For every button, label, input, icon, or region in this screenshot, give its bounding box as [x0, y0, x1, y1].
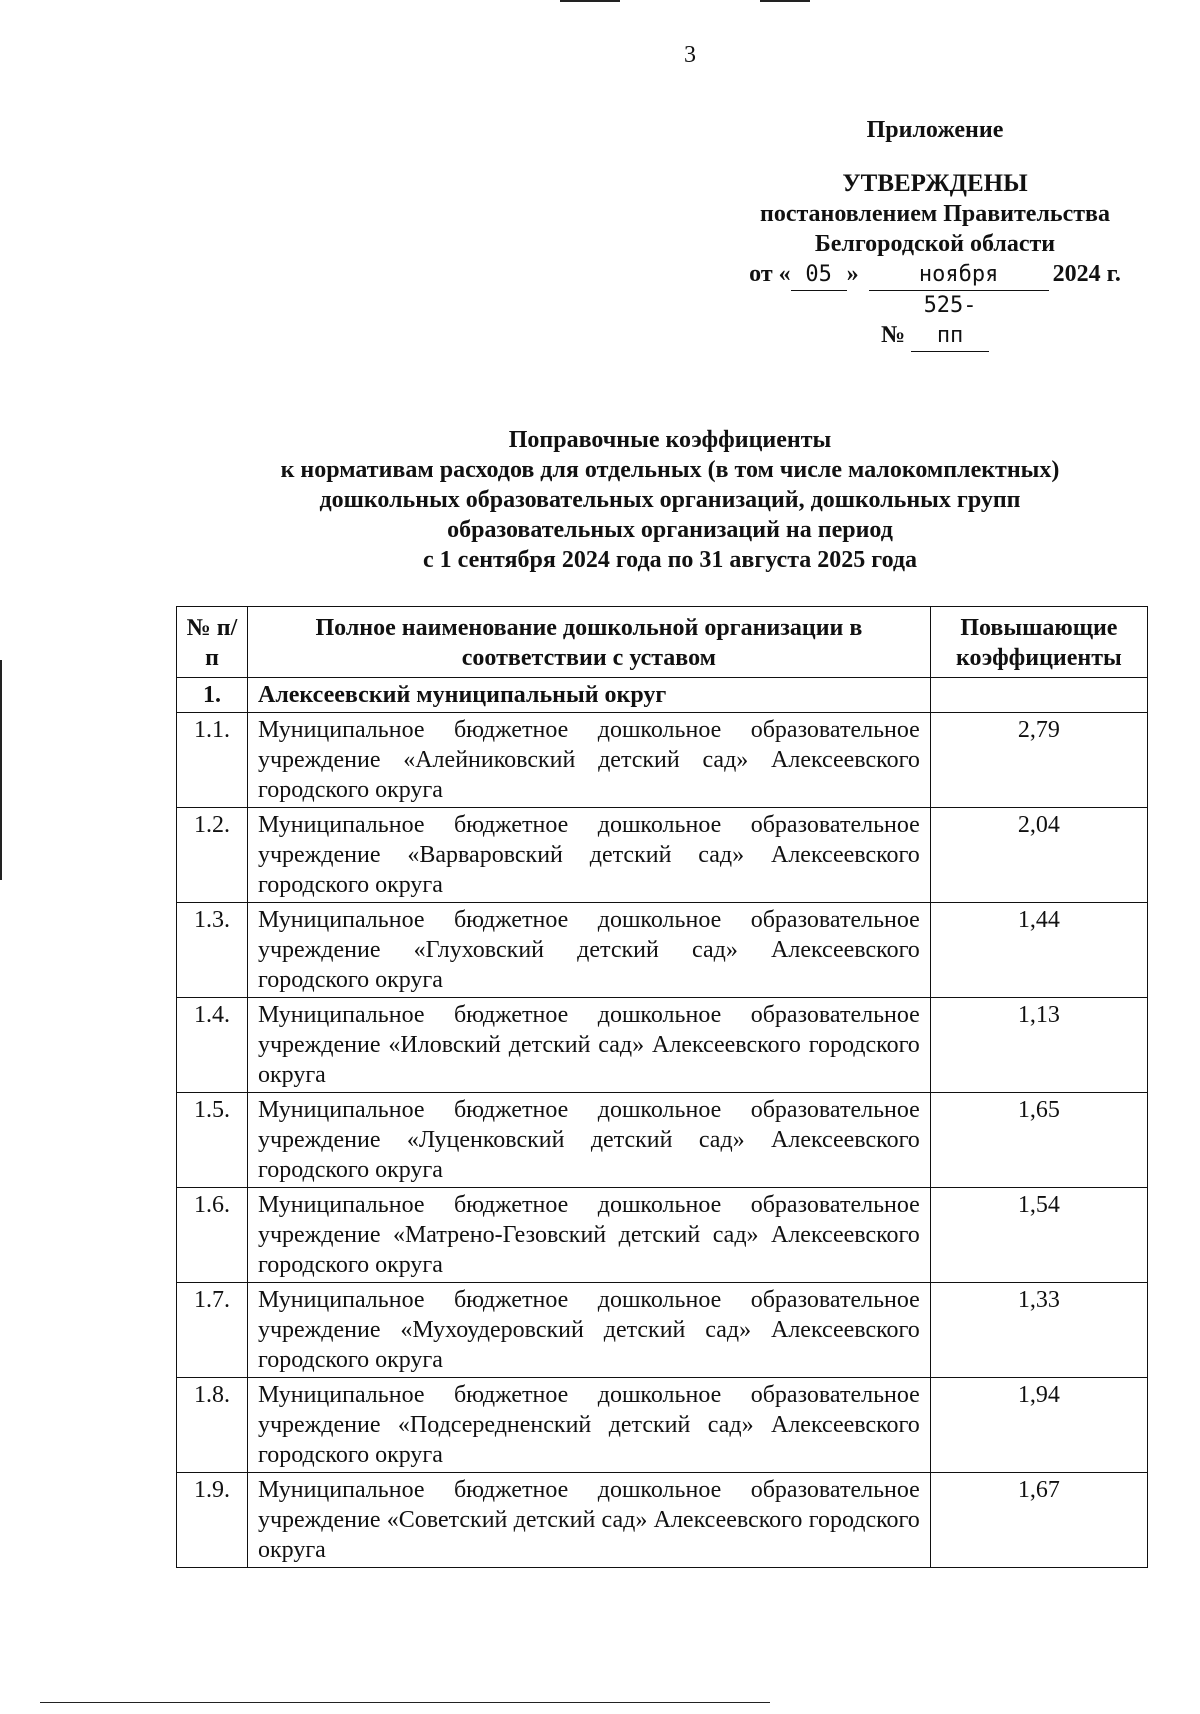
row-coef: 1,13: [930, 998, 1147, 1093]
table-row: [177, 1188, 1148, 1283]
row-coef: 1,67: [930, 1473, 1147, 1568]
group-row: [177, 678, 1148, 713]
scan-edge-mark-bottom: [40, 1702, 770, 1703]
date-month: ноября: [869, 260, 1049, 291]
table-row: [177, 1283, 1148, 1378]
title-line-5: с 1 сентября 2024 года по 31 августа 2025 года: [422, 547, 918, 573]
table-header-row: [177, 607, 1148, 678]
title-line-3: дошкольных образовательных организаций, дошкольных групп: [319, 487, 1021, 513]
approval-line-1: постановлением Правительства: [759, 201, 1110, 227]
document-title: [170, 425, 1170, 575]
table-body: [177, 678, 1148, 1568]
row-name: Муниципальное бюджетное дошкольное образовательное учреждение «Варваровский детский сад» Алексеевского городского округа: [247, 808, 930, 903]
group-coef: [930, 678, 1147, 713]
approved-heading: УТВЕРЖДЕНЫ: [842, 170, 1028, 197]
approval-date-line: [730, 259, 1140, 291]
row-name: Муниципальное бюджетное дошкольное образовательное учреждение «Советский детский сад» Алексеевского городского округа: [247, 1473, 930, 1568]
row-num: 1.1.: [177, 713, 248, 808]
table-row: [177, 1378, 1148, 1473]
row-num: 1.6.: [177, 1188, 248, 1283]
row-num: 1.4.: [177, 998, 248, 1093]
row-coef: 2,79: [930, 713, 1147, 808]
appendix-label: Приложение: [866, 117, 1004, 143]
row-num: 1.7.: [177, 1283, 248, 1378]
row-coef: 1,44: [930, 903, 1147, 998]
row-num: 1.5.: [177, 1093, 248, 1188]
row-num: 1.9.: [177, 1473, 248, 1568]
row-num: 1.3.: [177, 903, 248, 998]
number-prefix: №: [880, 322, 906, 348]
date-year: 2024 г.: [1052, 261, 1121, 287]
header-name: Полное наименование дошкольной организации в соответствии с уставом: [247, 607, 930, 678]
table-row: [177, 903, 1148, 998]
table-row: [177, 998, 1148, 1093]
title-line-1: Поправочные коэффициенты: [508, 427, 832, 453]
row-num: 1.2.: [177, 808, 248, 903]
row-name: Муниципальное бюджетное дошкольное образовательное учреждение «Подсередненский детский сад» Алексеевского городского округа: [247, 1378, 930, 1473]
approval-line-2: Белгородской области: [814, 231, 1056, 257]
row-coef: 2,04: [930, 808, 1147, 903]
group-num: 1.: [177, 678, 248, 713]
scan-edge-mark-top: [560, 0, 620, 2]
row-coef: 1,33: [930, 1283, 1147, 1378]
row-coef: 1,54: [930, 1188, 1147, 1283]
row-name: Муниципальное бюджетное дошкольное образовательное учреждение «Алейниковский детский сад» Алексеевского городского округа: [247, 713, 930, 808]
table-row: [177, 808, 1148, 903]
approval-block: [730, 115, 1140, 352]
row-name: Муниципальное бюджетное дошкольное образовательное учреждение «Мухоудеровский детский сад» Алексеевского городского округа: [247, 1283, 930, 1378]
date-day: 05: [791, 260, 847, 291]
row-coef: 1,94: [930, 1378, 1147, 1473]
table-row: [177, 1473, 1148, 1568]
scan-edge-mark-top-right: [760, 0, 810, 2]
coefficients-table: [176, 606, 1148, 1568]
page-number: 3: [684, 42, 696, 68]
row-num: 1.8.: [177, 1378, 248, 1473]
row-name: Муниципальное бюджетное дошкольное образовательное учреждение «Луценковский детский сад» Алексеевского городского округа: [247, 1093, 930, 1188]
table-row: [177, 713, 1148, 808]
title-line-4: образовательных организаций на период: [447, 517, 893, 543]
group-name: Алексеевский муниципальный округ: [247, 678, 930, 713]
row-name: Муниципальное бюджетное дошкольное образовательное учреждение «Матрено-Гезовский детский сад» Алексеевского городского округа: [247, 1188, 930, 1283]
date-mid: »: [846, 261, 859, 287]
header-num: № п/п: [177, 607, 248, 678]
scan-edge-mark-left: [0, 660, 2, 880]
header-coef: Повышающие коэффициенты: [930, 607, 1147, 678]
date-prefix: от «: [749, 261, 791, 287]
row-name: Муниципальное бюджетное дошкольное образовательное учреждение «Иловский детский сад» Алексеевского городского округа: [247, 998, 930, 1093]
resolution-number: 525-пп: [911, 291, 989, 352]
row-name: Муниципальное бюджетное дошкольное образовательное учреждение «Глуховский детский сад» Алексеевского городского округа: [247, 903, 930, 998]
approval-number-line: [730, 291, 1140, 352]
table-row: [177, 1093, 1148, 1188]
title-line-2: к нормативам расходов для отдельных (в том числе малокомплектных): [280, 457, 1060, 483]
row-coef: 1,65: [930, 1093, 1147, 1188]
